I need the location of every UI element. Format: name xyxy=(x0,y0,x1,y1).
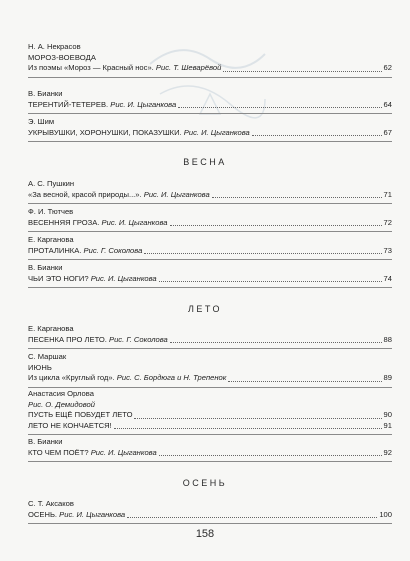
work-title: ПУСТЬ ЕЩЁ ПОБУДЕТ ЛЕТО xyxy=(28,410,133,419)
entry-line xyxy=(28,246,392,257)
entry-line xyxy=(28,190,392,201)
entry-line xyxy=(28,373,392,384)
work-title: ПЕСЕНКА ПРО ЛЕТО. xyxy=(28,334,107,344)
work-title: ВЕСЕННЯЯ ГРОЗА. xyxy=(28,217,100,227)
work-title: «За весной, красой природы...». xyxy=(28,189,142,199)
divider xyxy=(28,348,392,349)
page-ref: 90 xyxy=(383,410,392,419)
divider xyxy=(28,523,392,524)
work-source: Из поэмы «Мороз — Красный нос». xyxy=(28,63,154,72)
entry-text xyxy=(28,190,210,201)
divider xyxy=(28,259,392,260)
entry-text xyxy=(28,274,157,285)
page-ref: 73 xyxy=(383,245,392,255)
toc-entry xyxy=(28,389,392,435)
entry-text xyxy=(28,448,157,459)
work-title: ИЮНЬ xyxy=(28,362,52,372)
divider xyxy=(28,203,392,204)
illustrator: Рис. И. Цыганкова xyxy=(110,99,177,109)
illustrator: Рис. Г. Соколова xyxy=(83,245,143,255)
divider xyxy=(28,231,392,232)
work-title: МОРОЗ-ВОЕВОДА xyxy=(28,52,96,62)
leader-dots xyxy=(170,225,382,226)
entry-line xyxy=(28,100,392,111)
illustrator: Рис. С. Бордюга и Н. Трепенок xyxy=(116,373,227,382)
entry-text xyxy=(28,510,125,521)
work-title: ПРОТАЛИНКА. xyxy=(28,245,82,255)
page-ref: 64 xyxy=(383,99,392,109)
work-source: Из цикла «Круглый год». xyxy=(28,373,115,382)
illustrator: Рис. Т. Шеварёвой xyxy=(155,63,222,72)
entry-line xyxy=(28,448,392,459)
illustrator: Рис. И. Цыганкова xyxy=(90,273,157,283)
toc-entry xyxy=(28,207,392,232)
work-title: ЧЬИ ЭТО НОГИ? xyxy=(28,273,89,283)
page-ref: 62 xyxy=(383,63,392,72)
author-name: Н. А. Некрасов xyxy=(28,42,81,51)
entry-text xyxy=(28,100,176,111)
toc-entry xyxy=(28,179,392,204)
illustrator: Рис. И. Цыганкова xyxy=(101,217,168,227)
leader-dots xyxy=(114,428,382,429)
leader-dots xyxy=(228,381,381,382)
entry-line xyxy=(28,410,392,421)
work-title: ЛЕТО НЕ КОНЧАЕТСЯ! xyxy=(28,420,112,430)
illustrator: Рис. Г. Соколова xyxy=(109,334,168,344)
page-ref: 92 xyxy=(383,447,392,457)
page-ref: 72 xyxy=(383,217,392,227)
author-name: В. Бианки xyxy=(28,263,63,272)
entry-text xyxy=(28,128,250,139)
work-title: ТЕРЕНТИЙ-ТЕТЕРЕВ. xyxy=(28,99,109,109)
toc-entry xyxy=(28,352,392,388)
work-title: УКРЫВУШКИ, ХОРОНУШКИ, ПОКАЗУШКИ. xyxy=(28,127,182,137)
divider xyxy=(28,287,392,288)
divider xyxy=(28,77,392,78)
page-ref: 88 xyxy=(383,334,392,344)
section-heading-spring: ВЕСНА xyxy=(183,157,227,167)
divider xyxy=(28,434,392,435)
work-title: ОСЕНЬ. xyxy=(28,509,58,519)
entry-line xyxy=(28,335,392,346)
page-ref: 71 xyxy=(383,189,392,199)
author-name: Э. Шим xyxy=(28,117,55,126)
entry-line xyxy=(28,63,392,74)
page-number: 158 xyxy=(195,528,215,540)
toc-entry xyxy=(28,42,392,78)
leader-dots xyxy=(170,342,382,343)
work-title: КТО ЧЕМ ПОЁТ? xyxy=(28,447,89,457)
entry-line xyxy=(28,274,392,285)
entry-text xyxy=(28,335,168,346)
divider xyxy=(28,387,392,388)
illustrator: Рис. И. Цыганкова xyxy=(183,127,250,137)
toc-entry xyxy=(28,437,392,462)
page-ref: 100 xyxy=(379,509,392,519)
author-name: С. Маршак xyxy=(28,352,67,361)
illustrator: Рис. И. Цыганкова xyxy=(143,189,210,199)
entry-line xyxy=(28,218,392,229)
toc-entry xyxy=(28,324,392,349)
entry-text xyxy=(28,246,142,257)
leader-dots xyxy=(159,281,382,282)
illustrator: Рис. О. Демидовой xyxy=(28,399,96,409)
entry-line xyxy=(28,421,392,432)
page-ref: 67 xyxy=(383,127,392,137)
leader-dots xyxy=(144,253,381,254)
author-name: Е. Карганова xyxy=(28,235,74,244)
toc-entry xyxy=(28,89,392,114)
divider xyxy=(28,141,392,142)
entry-text xyxy=(28,218,168,229)
toc-entry xyxy=(28,235,392,260)
author-name: Ф. И. Тютчев xyxy=(28,207,74,216)
divider xyxy=(28,461,392,462)
entry-text xyxy=(28,373,226,384)
leader-dots xyxy=(223,71,381,72)
leader-dots xyxy=(212,197,382,198)
toc-entry xyxy=(28,263,392,288)
toc-entry xyxy=(28,117,392,142)
page-ref: 91 xyxy=(383,420,392,430)
leader-dots xyxy=(134,418,381,419)
leader-dots xyxy=(127,517,377,518)
section-heading-summer: ЛЕТО xyxy=(187,304,222,314)
leader-dots xyxy=(178,107,381,108)
page-ref: 74 xyxy=(383,273,392,283)
divider xyxy=(28,113,392,114)
author-name: Анастасия Орлова xyxy=(28,389,94,398)
author-name: А. С. Пушкин xyxy=(28,179,75,188)
section-heading-autumn: ОСЕНЬ xyxy=(182,478,228,488)
illustrator: Рис. И. Цыганкова xyxy=(59,509,126,519)
leader-dots xyxy=(252,135,382,136)
illustrator: Рис. И. Цыганкова xyxy=(90,447,157,457)
leader-dots xyxy=(159,455,382,456)
toc-entry xyxy=(28,499,392,524)
author-name: С. Т. Аксаков xyxy=(28,499,74,508)
author-name: Е. Карганова xyxy=(28,324,74,333)
page-ref: 89 xyxy=(383,373,392,382)
author-name: В. Бианки xyxy=(28,89,63,98)
entry-line xyxy=(28,128,392,139)
entry-line xyxy=(28,510,392,521)
author-name: В. Бианки xyxy=(28,437,63,446)
entry-text xyxy=(28,63,221,74)
